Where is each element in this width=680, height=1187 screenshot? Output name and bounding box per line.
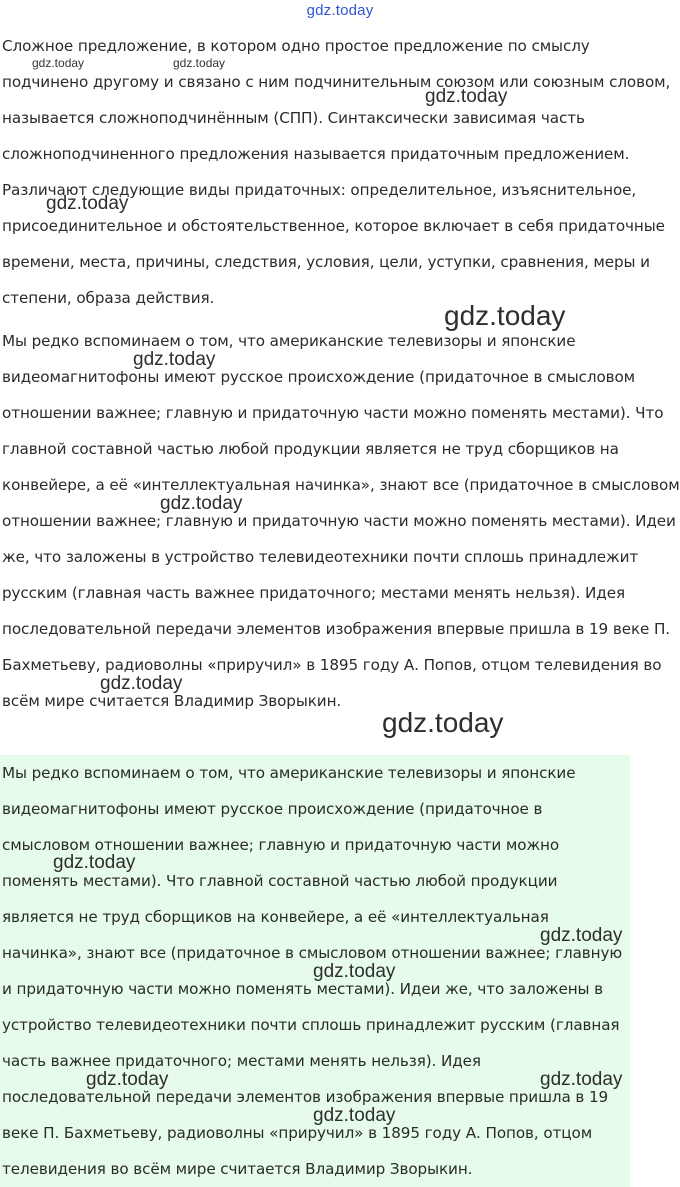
watermark: gdz.today [86, 1069, 169, 1090]
watermark: gdz.today [133, 349, 216, 370]
watermark: gdz.today [53, 852, 136, 873]
watermark: gdz.today [46, 193, 129, 214]
watermark: gdz.today [444, 300, 566, 331]
watermark: gdz.today [313, 1105, 396, 1126]
watermark: gdz.today [160, 493, 243, 514]
watermark: gdz.today [382, 707, 504, 738]
theory-paragraph: Сложное предложение, в котором одно простое предложение по смыслу подчинено другому и связано с ним подчинительным союзом или союзным словом, называется сложноподчинённым (СПП). Синтаксически зависимая часть сложноподчиненного предложения называется придаточным предложением. Различают следующие виды придаточных: определительное, изъяснительное, присоединительное и обстоятельственное, которое включает в себя придаточные времени, места, причины, следствия, условия, цели, уступки, сравнения, меры и степени, образа действия. [2, 37, 671, 307]
watermark: gdz.today [313, 961, 396, 982]
watermark: gdz.today [32, 56, 85, 70]
watermark: gdz.today [540, 1069, 623, 1090]
site-header-link[interactable]: gdz.today [306, 2, 374, 19]
watermark: gdz.today [173, 56, 226, 70]
exercise-paragraph: Мы редко вспоминаем о том, что американские телевизоры и японские видеомагнитофоны имеют русское происхождение (придаточное в смысловом отношении важнее; главную и придаточную части можно поменять местами). Что главной составной частью любой продукции является не труд сборщиков на конвейере, а её «интеллектуальная начинка», знают все (придаточное в смысловом отношении важнее; главную и придаточную части можно поменять местами). Идеи же, что заложены в устройство телевидеотехники почти сплошь принадлежит русским (главная часть важнее придаточного; местами менять нельзя). Идея последовательной передачи элементов изображения впервые пришла в 19 веке П. Бахметьеву, радиоволны «приручил» в 1895 году А. Попов, отцом телевидения во всём мире считается Владимир Зворыкин. [2, 332, 680, 710]
watermark: gdz.today [100, 673, 183, 694]
watermark: gdz.today [425, 86, 508, 107]
watermark: gdz.today [540, 925, 623, 946]
answer-paragraph: Мы редко вспоминаем о том, что американские телевизоры и японские видеомагнитофоны имеют русское происхождение (придаточное в смысловом отношении важнее; главную и придаточную части можно поменять местами). Что главной составной частью любой продукции является не труд сборщиков на конвейере, а её «интеллектуальная начинка», знают все (придаточное в смысловом отношении важнее; главную и придаточную части можно поменять местами). Идеи же, что заложены в устройство телевидеотехники почти сплошь принадлежит русским (главная часть важнее придаточного; местами менять нельзя). Идея последовательной передачи элементов изображения впервые пришла в 19 веке П. Бахметьеву, радиоволны «приручил» в 1895 году А. Попов, отцом телевидения во всём мире считается Владимир Зворыкин. [2, 764, 623, 1178]
